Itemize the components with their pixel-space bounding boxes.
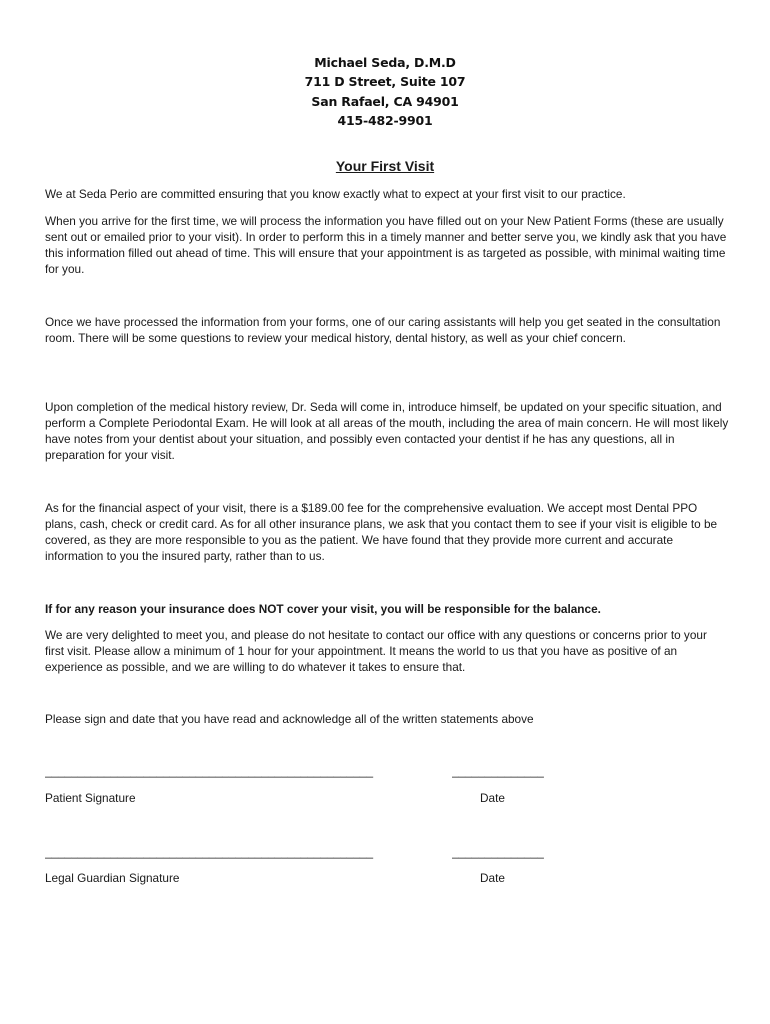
paragraph-arrival: When you arrive for the first time, we will process the information you have filled out on your New Patient Forms (these are usually sent out or emailed prior to your visit). In order to perform this in a timely manner and better serve you, we kindly ask that you have this information filled out ahead of time. This will ensure that your appointment is as targeted as possible, with minimal waiting time for you.	[45, 214, 727, 276]
paragraph-insurance-notice: If for any reason your insurance does NOT cover your visit, you will be responsible for the balance.	[45, 602, 601, 616]
patient-signature-line[interactable]: __________________________________________________	[45, 764, 374, 778]
paragraph-acknowledge: Please sign and date that you have read and acknowledge all of the written statements above	[45, 712, 534, 726]
patient-date-label: Date	[480, 791, 505, 805]
paragraph-exam: Upon completion of the medical history review, Dr. Seda will come in, introduce himself, be updated on your specific situation, and perform a Complete Periodontal Exam. He will look at all areas of the mouth, including the area of main concern. He will most likely have notes from your dentist about your situation, and possibly even contacted your dentist if he has any questions, all in preparation for your visit.	[45, 400, 729, 462]
document-title: Your First Visit	[335, 158, 435, 174]
address-city: San Rafael, CA 94901	[311, 93, 459, 109]
guardian-signature-label: Legal Guardian Signature	[45, 871, 180, 885]
guardian-date-line[interactable]: ______________	[452, 845, 544, 859]
patient-signature-label: Patient Signature	[45, 791, 136, 805]
address-street: 711 D Street, Suite 107	[304, 74, 466, 90]
guardian-date-label: Date	[480, 871, 505, 885]
paragraph-consultation: Once we have processed the information from your forms, one of our caring assistants will help you get seated in the consultation room. There will be some questions to review your medical history, dental history, as well as your chief concern.	[45, 315, 721, 345]
paragraph-closing: We are very delighted to meet you, and please do not hesitate to contact our office with any questions or concerns prior to your first visit. Please allow a minimum of 1 hour for your appointment. It means the world to us that you have as positive of an experience as possible, and we are willing to do whatever it takes to ensure that.	[45, 628, 707, 674]
guardian-signature-line[interactable]: __________________________________________________	[45, 845, 374, 859]
phone-number: 415-482-9901	[337, 112, 433, 128]
paragraph-intro: We at Seda Perio are committed ensuring that you know exactly what to expect at your first visit to our practice.	[45, 187, 626, 201]
letterhead	[0, 53, 770, 130]
patient-date-line[interactable]: ______________	[452, 764, 544, 778]
doctor-name: Michael Seda, D.M.D	[314, 55, 456, 70]
paragraph-financial: As for the financial aspect of your visit, there is a $189.00 fee for the comprehensive evaluation. We accept most Dental PPO plans, cash, check or credit card. As for all other insurance plans, we ask that you contact them to see if your visit is eligible to be covered, as they are more responsible to you as the patient. We have found that they provide more current and accurate information to you the insured party, rather than to us.	[45, 501, 718, 563]
